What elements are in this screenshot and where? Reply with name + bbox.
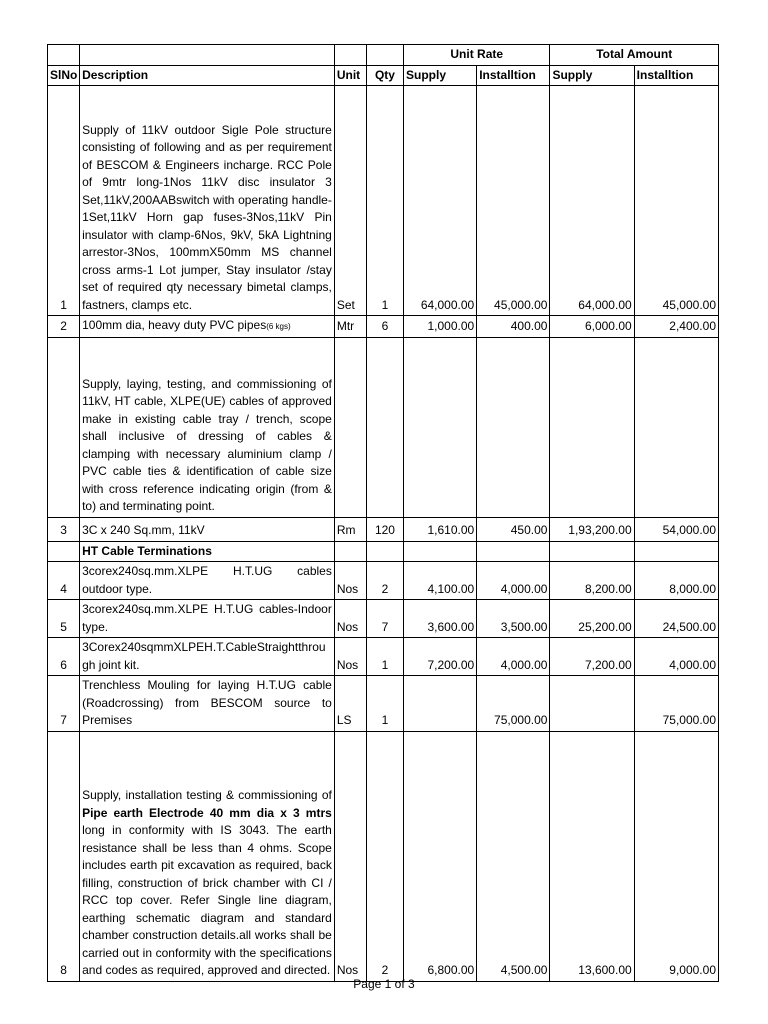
row-description: 100mm dia, heavy duty PVC pipes bbox=[82, 318, 267, 332]
row-rate-installation: 400.00 bbox=[477, 316, 550, 338]
row-description: Supply of 11kV outdoor Sigle Pole structure consisting of following and as per requirement of BESCOM & Engineers incharge. RCC Pole of 9mtr long-1Nos 11kV disc insulator 3 Set,11kV,200AABswitch with operating handle-1Set,11kV Horn gap fuses-3Nos,11kV Pin insulator with clamp-6Nos, 9kV, 5kA Lightning arrestor-3Nos, 100mmX50mm MS channel cross arms-1 Lot jumper, Stay insulator /stay set of required qty necessary bimetal clamps, fastners, clamps etc. bbox=[80, 86, 335, 316]
row-rate-supply-empty bbox=[404, 337, 477, 517]
qty-header: Qty bbox=[366, 65, 403, 86]
row-total-installation: 75,000.00 bbox=[634, 676, 718, 732]
row-slno: 3 bbox=[48, 517, 80, 541]
row-slno-empty bbox=[48, 337, 80, 517]
row-rate-installation: 450.00 bbox=[477, 517, 550, 541]
row-unit-empty bbox=[334, 337, 366, 517]
row-description-cell bbox=[80, 731, 335, 981]
row-rate-supply-empty bbox=[404, 541, 477, 562]
header-blank-cell bbox=[334, 45, 366, 66]
slno-header: SlNo bbox=[48, 65, 80, 86]
header-blank-cell bbox=[366, 45, 403, 66]
row-qty: 1 bbox=[366, 638, 403, 676]
row-total-installation: 24,500.00 bbox=[634, 600, 718, 638]
table-row bbox=[48, 638, 719, 676]
row-rate-installation: 4,000.00 bbox=[477, 562, 550, 600]
row-total-installation-empty bbox=[634, 541, 718, 562]
row-total-installation: 2,400.00 bbox=[634, 316, 718, 338]
row-rate-supply: 1,000.00 bbox=[404, 316, 477, 338]
column-header-row bbox=[48, 65, 719, 86]
row-slno: 1 bbox=[48, 86, 80, 316]
row-rate-installation: 45,000.00 bbox=[477, 86, 550, 316]
row-unit: Rm bbox=[334, 517, 366, 541]
table-row bbox=[48, 337, 719, 517]
row-total-installation: 54,000.00 bbox=[634, 517, 718, 541]
row-description: 3Corex240sqmmXLPEH.T.CableStraightthrough joint kit. bbox=[80, 638, 335, 676]
total-supply-header: Supply bbox=[550, 65, 634, 86]
row-slno: 8 bbox=[48, 731, 80, 981]
row-description: 3corex240sq.mm.XLPE H.T.UG cables outdoor type. bbox=[80, 562, 335, 600]
boq-table bbox=[47, 44, 719, 982]
rate-supply-header: Supply bbox=[404, 65, 477, 86]
table-row bbox=[48, 562, 719, 600]
row-qty: 120 bbox=[366, 517, 403, 541]
row-unit-empty bbox=[334, 541, 366, 562]
row-rate-installation: 3,500.00 bbox=[477, 600, 550, 638]
row-qty: 1 bbox=[366, 676, 403, 732]
header-blank-cell bbox=[48, 45, 80, 66]
row-slno-empty bbox=[48, 541, 80, 562]
row-unit: Nos bbox=[334, 562, 366, 600]
row-total-installation: 45,000.00 bbox=[634, 86, 718, 316]
row-description-bold: Pipe earth Electrode 40 mm dia x 3 mtrs bbox=[82, 805, 332, 820]
row-rate-installation: 4,500.00 bbox=[477, 731, 550, 981]
unit-header: Unit bbox=[334, 65, 366, 86]
row-qty: 2 bbox=[366, 562, 403, 600]
rate-installation-header: Installtion bbox=[477, 65, 550, 86]
row-rate-installation-empty bbox=[477, 337, 550, 517]
row-unit: Nos bbox=[334, 600, 366, 638]
row-description-cell bbox=[80, 316, 335, 338]
row-total-installation-empty bbox=[634, 337, 718, 517]
table-row bbox=[48, 676, 719, 732]
row-rate-installation-empty bbox=[477, 541, 550, 562]
total-installation-header: Installtion bbox=[634, 65, 718, 86]
row-slno: 7 bbox=[48, 676, 80, 732]
row-unit: Nos bbox=[334, 731, 366, 981]
table-row bbox=[48, 731, 719, 981]
row-description-pre: Supply, installation testing & commissioning of bbox=[82, 788, 332, 802]
table-row bbox=[48, 86, 719, 316]
row-total-supply-empty bbox=[550, 541, 634, 562]
row-total-installation: 8,000.00 bbox=[634, 562, 718, 600]
row-qty: 7 bbox=[366, 600, 403, 638]
row-total-supply-empty bbox=[550, 337, 634, 517]
section-title: HT Cable Terminations bbox=[80, 541, 335, 562]
row-rate-supply: 3,600.00 bbox=[404, 600, 477, 638]
row-rate-installation: 4,000.00 bbox=[477, 638, 550, 676]
row-total-supply: 6,000.00 bbox=[550, 316, 634, 338]
row-slno: 5 bbox=[48, 600, 80, 638]
row-description-post: long in conformity with IS 3043. The earth resistance shall be less than 4 ohms. Scope includes earth pit excavation as required, back filling, construction of brick chamber with CI / RCC top cover. Refer Single line diagram, earthing schematic diagram and standard chamber construction details.all works shall be carried out in conformity with the specifications and codes as required, approved and directed. bbox=[82, 823, 332, 977]
row-description: 3C x 240 Sq.mm, 11kV bbox=[80, 517, 335, 541]
row-rate-supply: 64,000.00 bbox=[404, 86, 477, 316]
row-rate-supply bbox=[404, 676, 477, 732]
page-number: Page 1 of 3 bbox=[353, 977, 415, 991]
row-unit: LS bbox=[334, 676, 366, 732]
description-header: Description bbox=[80, 65, 335, 86]
row-total-installation: 9,000.00 bbox=[634, 731, 718, 981]
row-unit: Set bbox=[334, 86, 366, 316]
row-total-installation: 4,000.00 bbox=[634, 638, 718, 676]
table-row bbox=[48, 517, 719, 541]
row-qty: 6 bbox=[366, 316, 403, 338]
table-row bbox=[48, 600, 719, 638]
row-slno: 6 bbox=[48, 638, 80, 676]
row-description-note: (6 kgs) bbox=[266, 322, 291, 331]
row-rate-supply: 1,610.00 bbox=[404, 517, 477, 541]
row-qty: 2 bbox=[366, 731, 403, 981]
row-unit: Mtr bbox=[334, 316, 366, 338]
table-row bbox=[48, 316, 719, 338]
row-slno: 4 bbox=[48, 562, 80, 600]
row-unit: Nos bbox=[334, 638, 366, 676]
row-description: Trenchless Mouling for laying H.T.UG cable (Roadcrossing) from BESCOM source to Premises bbox=[80, 676, 335, 732]
row-total-supply: 64,000.00 bbox=[550, 86, 634, 316]
row-rate-supply: 4,100.00 bbox=[404, 562, 477, 600]
row-rate-installation: 75,000.00 bbox=[477, 676, 550, 732]
row-rate-supply: 6,800.00 bbox=[404, 731, 477, 981]
row-total-supply: 25,200.00 bbox=[550, 600, 634, 638]
total-amount-group-header: Total Amount bbox=[550, 45, 719, 66]
row-total-supply: 1,93,200.00 bbox=[550, 517, 634, 541]
unit-rate-group-header: Unit Rate bbox=[404, 45, 550, 66]
row-total-supply: 13,600.00 bbox=[550, 731, 634, 981]
row-total-supply: 8,200.00 bbox=[550, 562, 634, 600]
row-rate-supply: 7,200.00 bbox=[404, 638, 477, 676]
row-total-supply bbox=[550, 676, 634, 732]
row-slno: 2 bbox=[48, 316, 80, 338]
row-description: Supply, laying, testing, and commissioning of 11kV, HT cable, XLPE(UE) cables of approved make in existing cable tray / trench, scope shall inclusive of dressing of cables & clamping with necessary aluminium clamp / PVC cable ties & identification of cable size with cross reference indicating origin (from & to) and terminating point. bbox=[80, 337, 335, 517]
section-row bbox=[48, 541, 719, 562]
row-description: 3corex240sq.mm.XLPE H.T.UG cables-Indoor type. bbox=[80, 600, 335, 638]
row-total-supply: 7,200.00 bbox=[550, 638, 634, 676]
group-header-row bbox=[48, 45, 719, 66]
row-qty-empty bbox=[366, 541, 403, 562]
row-qty: 1 bbox=[366, 86, 403, 316]
row-qty-empty bbox=[366, 337, 403, 517]
header-blank-cell bbox=[80, 45, 335, 66]
